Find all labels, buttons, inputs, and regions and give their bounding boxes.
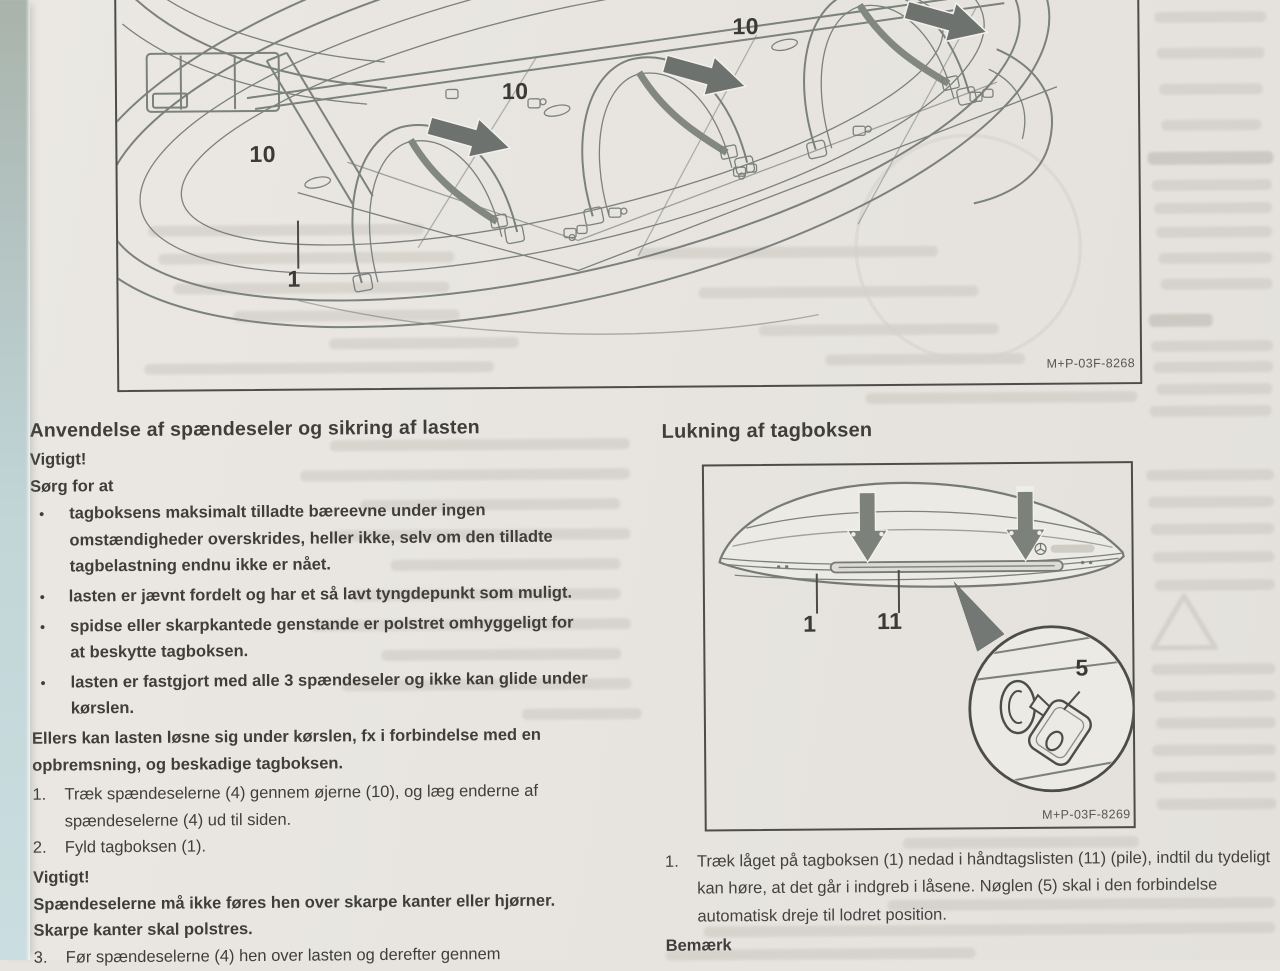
bleedthrough-line xyxy=(1154,11,1266,23)
step-1 xyxy=(32,777,646,835)
bleedthrough-line xyxy=(1154,771,1276,783)
important-label-2: Vigtigt! xyxy=(33,860,647,891)
bullet-marker: • xyxy=(30,501,70,581)
strap-bow-2 xyxy=(556,40,759,226)
note-label: Bemærk xyxy=(666,928,1280,960)
bullet-text: tagboksens maksimalt tilladte bæreevne under ingen omstændigheder overskrides, heller ikke, selv om den tilladte tagbelastning endnu ikke er nået. xyxy=(69,496,605,580)
bleedthrough-line xyxy=(1150,523,1274,535)
step-number: 2. xyxy=(33,835,65,862)
bleedthrough-line xyxy=(1157,798,1277,810)
bullet-item xyxy=(30,496,645,581)
step-number: 3. xyxy=(34,944,66,971)
bullet-text: lasten er fastgjort med alle 3 spændeseler og ikke kan glide under kørslen. xyxy=(70,665,600,722)
right-column xyxy=(665,844,1280,960)
step-text: Træk låget på tagboksen (1) nedad i håndtagslisten (11) (pile), indtil du tydeligt kan høre, at det går i indgreb i låsene. Nøglen (5) skal i den forbindelse automatisk dreje til lodret position. xyxy=(697,844,1280,931)
figure-id-8269: M+P-03F-8269 xyxy=(991,807,1131,822)
callout-box: 1 xyxy=(803,611,817,638)
bleedthrough-line xyxy=(1147,151,1273,165)
step-text: Fyld tagboksen (1). xyxy=(65,831,597,862)
bleedthrough-line xyxy=(1158,252,1272,264)
bleedthrough-line xyxy=(1149,313,1213,327)
callout-eyelet-1: 10 xyxy=(249,141,276,168)
corner-fitting xyxy=(147,53,279,112)
bleedthrough-line xyxy=(1159,83,1263,95)
warning-line-1: Spændeselerne må ikke føres hen over skarpe kanter eller hjørner. xyxy=(33,886,647,917)
lid-edge xyxy=(134,0,387,90)
bleedthrough-line xyxy=(1160,278,1272,290)
bleedthrough-line xyxy=(1156,717,1276,729)
bleedthrough-line xyxy=(1152,179,1272,191)
bleedthrough-line xyxy=(1146,469,1274,481)
closing-step-1 xyxy=(665,844,1280,931)
bleedthrough-line xyxy=(1157,47,1265,59)
bleedthrough-line xyxy=(1148,496,1274,508)
step-text: Træk spændeselerne (4) gennem øjerne (10), og læg enderne af spændeselerne (4) ud til siden. xyxy=(64,777,596,834)
bullet-item xyxy=(31,579,645,610)
bleedthrough-line xyxy=(1155,579,1275,591)
figure-closed-roofbox xyxy=(702,461,1136,831)
bullet-item xyxy=(31,609,645,667)
bullet-marker: • xyxy=(31,613,70,666)
callout-handle-strip: 11 xyxy=(877,608,903,635)
page-edge-strip xyxy=(0,0,30,960)
brand-wordmark-smudge xyxy=(1051,544,1095,552)
bleedthrough-line xyxy=(1151,340,1273,352)
strap-hardware xyxy=(446,85,994,241)
callout-key: 5 xyxy=(1075,654,1089,681)
bleedthrough-warning-triangle xyxy=(1149,591,1219,654)
bullet-item xyxy=(31,665,645,723)
bleedthrough-line xyxy=(1152,744,1276,756)
bleedthrough-line xyxy=(1161,119,1261,131)
section-heading-closing: Lukning af tagboksen xyxy=(662,419,873,444)
bleedthrough-line xyxy=(1153,361,1273,373)
rear-rail xyxy=(246,0,1005,109)
step-number: 1. xyxy=(32,782,64,835)
bleedthrough-line xyxy=(865,391,1137,404)
bullet-text: lasten er jævnt fordelt og har et så lavt tyngdepunkt som muligt. xyxy=(69,579,645,610)
closed-roofbox-illustration xyxy=(704,463,1134,829)
open-roofbox-illustration xyxy=(116,0,1140,390)
lead-in: Sørg for at xyxy=(30,469,644,500)
bullet-marker: • xyxy=(31,669,70,722)
step-number: 1. xyxy=(665,849,698,931)
bullet-text: spidse eller skarpkantede genstande er polstret omhyggeligt for at beskytte tagboksen. xyxy=(70,609,592,666)
warning-paragraph: Ellers kan lasten løsne sig under kørslen, fx i forbindelse med en opbremsning, og beskadige tagboksen. xyxy=(32,721,620,779)
figure-id-8268: M+P-03F-8268 xyxy=(1005,356,1135,371)
step-3 xyxy=(34,940,648,971)
bleedthrough-line xyxy=(1154,202,1272,214)
bleedthrough-line xyxy=(1156,383,1272,395)
callout-eyelet-3: 10 xyxy=(732,13,759,40)
section-heading-straps: Anvendelse af spændeseler og sikring af lasten xyxy=(29,413,643,444)
step-text: Før spændeselerne (4) hen over lasten og derefter gennem xyxy=(66,940,598,971)
step-2 xyxy=(33,830,647,861)
box-shell xyxy=(116,0,1089,390)
bullet-marker: • xyxy=(31,583,69,610)
bleedthrough-line xyxy=(1156,226,1272,238)
bleedthrough-line xyxy=(1149,405,1271,417)
warning-line-2: Skarpe kanter skal polstres. xyxy=(33,913,647,944)
callout-eyelet-2: 10 xyxy=(502,78,529,105)
important-label-1: Vigtigt! xyxy=(30,442,644,473)
bleedthrough-line xyxy=(1151,663,1275,675)
figure-open-roofbox xyxy=(114,0,1142,392)
left-column xyxy=(29,413,647,971)
bleedthrough-line xyxy=(1154,690,1276,702)
callout-box-1: 1 xyxy=(287,266,301,293)
bleedthrough-line xyxy=(1153,551,1275,563)
